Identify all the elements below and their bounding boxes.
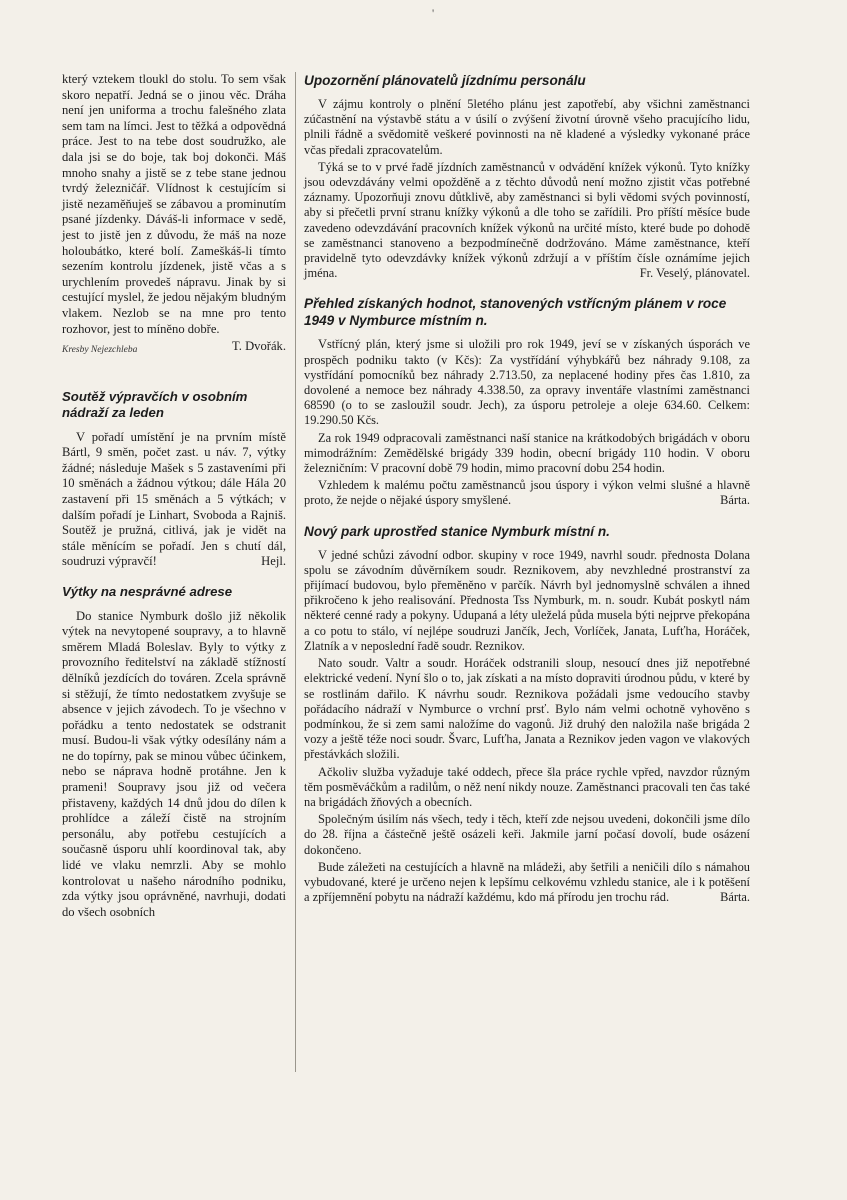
article-body-soutez	[62, 430, 286, 570]
article-title-soutez: Soutěž výpravčích v osobním nádraží za leden	[62, 388, 248, 421]
article-upozorneni-p2-text: Týká se to v prvé řadě jízdních zaměstnanců v odvádění knížek výkonů. Tyto knížky jsou odevzdávány velmi opožděně a z těchto důvodů není možno zjistit včas potřebné záznamy. Upozorňuji znovu důtklivě, aby zaměstnanci si byli vědomi svých povinností, aby si přečetli první stranu knížky výkonů a dle toho se zařídili. Pro příští měsíce bude zavedeno odevzdávání pracovních knížek výkonů na určité místo, které bude po dohodě se zaměstnanci stanoveno a bezpodmínečně dodržováno. Máme zaměstnance, kteří pravidelně tyto odevzdávky knížek výkonů zdržují a v příštím čísle oznámíme jejich jména.	[304, 159, 750, 281]
article-text-soutez: V pořadí umístění je na prvním místě Bártl, 9 směn, počet zast. u náv. 7, výtky žádné; následuje Mašek s 5 zastaveními při 10 směnách a žádnou výtkou; dále Hála 20 zastavení při 15 směnách a 5 výtkách; v dalším pořadí je Linhart, Svoboda a Rajniš. Soutěž je pružná, citlivá, jak je vidět na stále měnícím se pořadí. Jen s chutí dál, soudruzi výpravčí!	[62, 429, 286, 569]
column-divider	[295, 72, 296, 1072]
article-park-p1: V jedné schůzi závodní odbor. skupiny v roce 1949, navrhl soudr. přednosta Dolana spolu se závodním důvěrníkem soudr. Reznikovem, aby nevzhledné prostranství za přijímací budovou, bylo přeměněno v parčík. Návrh byl jednomyslně schválen a ihned přikročeno k jeho realisování. Přednosta Tss Nymburk, m. n. soudr. Kubát poskytl nám některé cenné rady a pokyny. Udupaná a léty uleželá půda musela býti nejprve překopána a co potu to stálo, ví nejlépe soudruzi Jančík, Jech, Vorlíček, Janata, Lufťha, Horáček, Zlatník a v neposlední řadě soudr. Reznikov.	[304, 547, 750, 653]
article-title-park: Nový park uprostřed stanice Nymburk místní n.	[304, 523, 610, 539]
article-prehled-p2: Za rok 1949 odpracovali zaměstnanci naší stanice na krátkodobých brigádách v oboru mimodrážním: Zemědělské brigády 339 hodin, obecní brigády 110 hodin. V oboru železničním: V pracovní době 79 hodin, mimo pracovní dobu 254 hodin.	[304, 430, 750, 476]
article-upozorneni-p2	[304, 160, 750, 282]
left-column	[62, 72, 286, 922]
article-title-vytky: Výtky na nesprávné adrese	[62, 584, 233, 600]
article-park-p5-text: Bude záležeti na cestujících a hlavně na mládeži, aby šetřili a neničili dílo s námahou vybudované, které je určeno nejen k lepšímu celkovému vzhledu stanice, ale i k potěšení a zpříjemnění pobytu na nádraží každému, kdo má přírodu jen trochu rád.	[304, 859, 750, 905]
article-prehled-p3-text: Vzhledem k malému počtu zaměstnanců jsou úspory i výkon velmi slušné a hlavně proto, že nejde o nějaké úspory smyšlené.	[304, 478, 750, 508]
right-column	[304, 72, 750, 907]
signature-vesely: Fr. Veselý, plánovatel.	[639, 266, 750, 281]
article-park-p2: Nato soudr. Valtr a soudr. Horáček odstranili sloup, nesoucí dnes již nepotřebné elektrické vedení. Nyní šlo o to, jak získati a na místo dopraviti úrodnou půdu, v které by se rostlinám dařilo. K návrhu soudr. Reznikova požádali jsme vedoucího stavby pořádacího nádraží v Nymburce o vrchní prsť. Bylo nám velmi ochotně vyhověno s podmínkou, že si zem sami naložíme do vagonů. Již druhý den naložila naše brigáda 2 vozy a ještě téže noci soudr. Švarc, Lufťha, Janata a Reznikov jeden vagon ve vlakových přestávkách složili.	[304, 656, 750, 762]
article-park-p3: Ačkoliv služba vyžaduje také oddech, přece šla práce rychle vpřed, navzdor různým těm posměváčkům a radilům, o něž není nikdy nouze. Zaměstnanci pracovali ten čas také na brigádách žňových a obecních.	[304, 764, 750, 809]
article-prehled-p3	[304, 478, 750, 508]
article-upozorneni-p1: V zájmu kontroly o plnění 5letého plánu jest zapotřebí, aby všichni zaměstnanci zúčastnění na výstavbě státu a v úsilí o zvýšení životní úrovně všeho pracujícího lidu, plnili řádně a svědomitě veškeré povinnosti na ně kladené a výsledky vykonané práce včas předali zpracovatelům.	[304, 97, 750, 157]
illustration-credit: Kresby Nejezchleba	[62, 344, 138, 355]
article-park-p4: Společným úsilím nás všech, tedy i těch, kteří zde nejsou uvedeni, dokončili jsme dílo do 28. října a částečně ještě osázeli keři. Jakmile jarní počasí dovolí, bude osázení dokončeno.	[304, 812, 750, 857]
signature-barta-1: Bárta.	[720, 493, 750, 508]
top-mark: '	[432, 6, 435, 20]
intro-signature: T. Dvořák.	[232, 339, 286, 354]
article-body-vytky: Do stanice Nymburk došlo již několik výtek na nevytopené soupravy, a to hlavně směrem Mladá Boleslav. Byly to výtky z provozního ředitelství na základě stížností dělníků jezdících do továren. Zcela správně si stěžují, že tímto nedostatkem zvyšuje se absence v jejich závodech. To je všechno v pořádku a tento nedostatek se odstranit musí. Budou-li však výtky odesílány nám a ne do topírny, pak se minou vůbec účinkem, nebo se náprava hodně protáhne. Jen k prameni! Soupravy jsou již od večera přistaveny, každých 14 dnů jdou do dílen k prohlídce a záleží čistě na strojním personálu, aby potřebu cestujících a současně úsporu uhlí koordinoval tak, aby lidé ve vlaku nemrzli. Aby se mohlo kontrolovat u našeho národního podniku, zda výtky jsou oprávněné, navrhuji, dodati do všech osobních	[62, 608, 286, 919]
signature-barta-2: Bárta.	[720, 890, 750, 905]
article-title-upozorneni: Upozornění plánovatelů jízdnímu personálu	[304, 73, 586, 88]
signature-hejl: Hejl.	[261, 554, 286, 569]
article-prehled-p1: Vstřícný plán, který jsme si uložili pro rok 1949, jeví se v získaných úsporách ve prospěch podniku takto (v Kčs): Za vystřídání výhybkářů bez náhrady 9.108, za vystřídání pomocníků bez náhrady 2.713.50, za neplacené hodiny přes čas 1.810, za dovolené a nemoce bez náhrady 4.338.50, za opravy inventáře vlastními zaměstnanci 68590 (o to se zasloužil soudr. Jech), za úsporu petroleje a oleje 634.60. Celkem: 19.290.50 Kčs.	[304, 337, 750, 428]
article-title-prehled: Přehled získaných hodnot, stanovených vstřícným plánem v roce 1949 v Nymburce místním n.	[304, 296, 727, 329]
intro-paragraph: který vztekem tloukl do stolu. To sem však skoro nepatří. Jedná se o jinou věc. Dráha není jen uniforma a trochu falešného zlata sem tam na límci. Jest to těžká a odpovědná práce. Jest to na tebe dost soudružko, ale dala jsi se do boje, tak boj dokonči. Máš mnoho snahy a jistě se z tebe stane jednou tvrdý železničář. Vlídnost k cestujícím si jistě nezaměňuješ se zábavou a prominutím psané jízdenky. Dáváš-li informace v sedě, jest to jistě jen z důvodu, že máš na noze holoubátko, které bolí. Zameškáš-li tímto sezením kontrolu jízdenek, jistě včas a s urychlením provedeš nápravu. Jinak by si cestující myslel, že jedou nějakým bludným vlakem. Nezlob se na mne pro tento rozhovor, jest to míněno dobře.	[62, 72, 286, 336]
article-park-p5	[304, 860, 750, 906]
